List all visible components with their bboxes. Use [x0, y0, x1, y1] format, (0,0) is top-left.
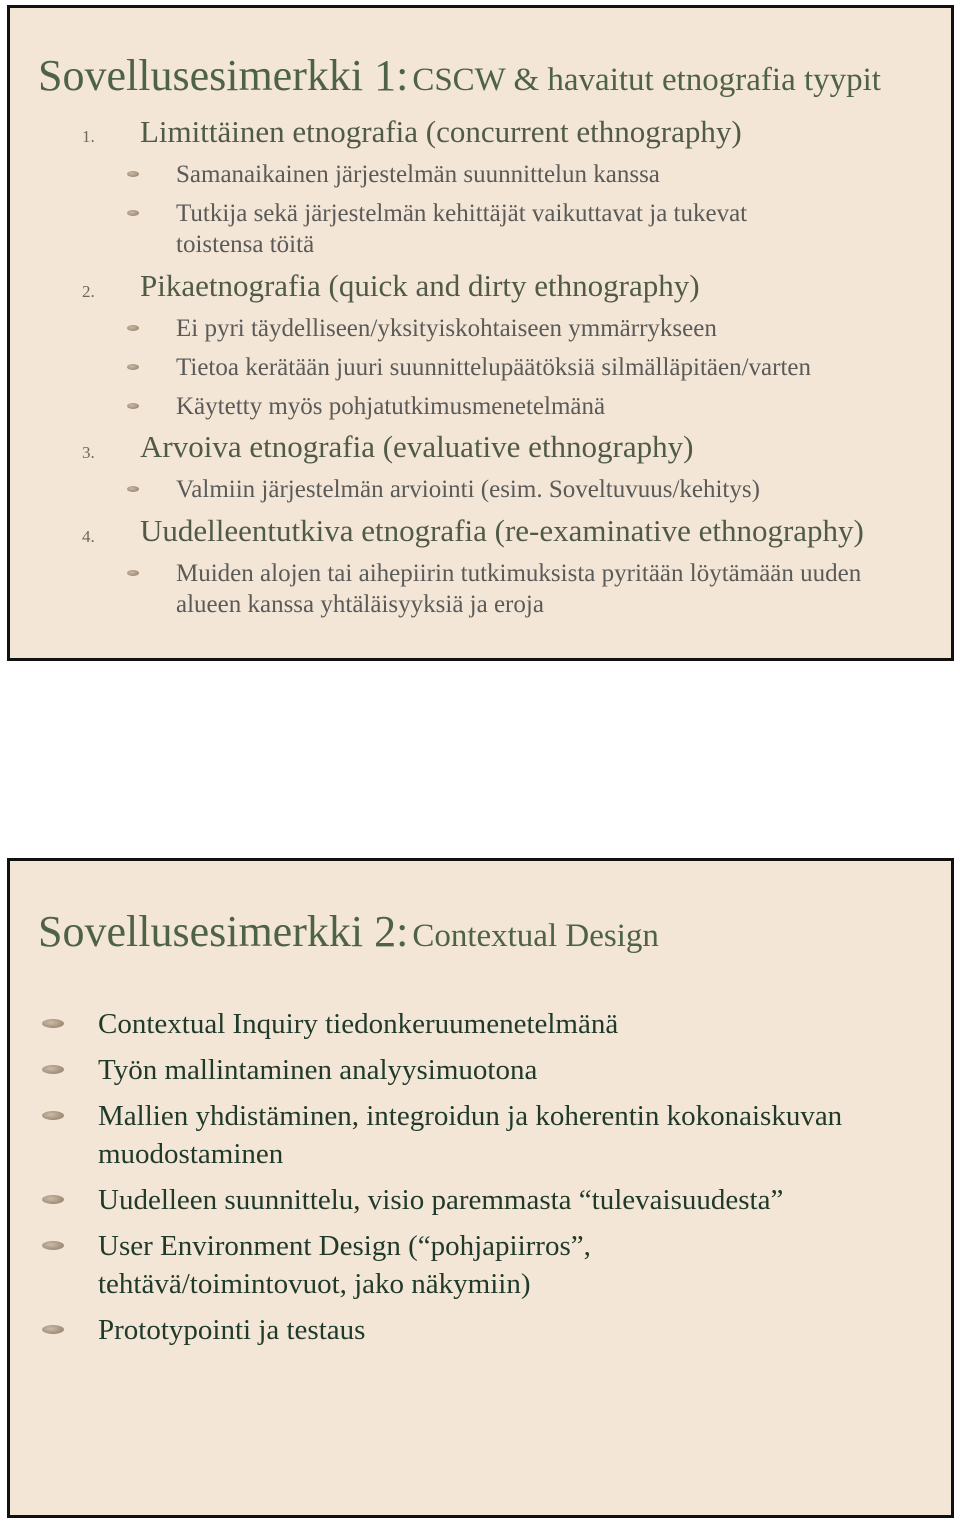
- item-subpoint: Samanaikainen järjestelmän suunnittelun kanssa: [176, 161, 660, 188]
- bullet-icon: [127, 486, 139, 492]
- bullet-icon: [42, 1195, 64, 1204]
- bullet-icon: [127, 364, 139, 370]
- bullet-icon: [127, 325, 139, 331]
- slide-2: [7, 858, 954, 1518]
- item-number: 1.: [82, 127, 95, 146]
- slide-2-title-main: Sovellusesimerkki 2:: [38, 907, 409, 956]
- slide-1-title: [38, 50, 881, 101]
- item-number: 3.: [82, 443, 95, 462]
- list-item: Työn mallintaminen analyysimuotona: [98, 1054, 538, 1086]
- slide-2-title-sub: Contextual Design: [412, 918, 659, 954]
- item-subpoint: Valmiin järjestelmän arviointi (esim. Soveltuvuus/kehitys): [176, 476, 760, 503]
- item-heading: Pikaetnografia (quick and dirty ethnography): [140, 268, 700, 303]
- item-subpoint: Tutkija sekä järjestelmän kehittäjät vaikuttavat ja tukevat toistensa töitä: [176, 200, 748, 258]
- list-item: User Environment Design (“pohjapiirros”, tehtävä/toimintovuot, jako näkymiin): [98, 1230, 591, 1300]
- item-number: 2.: [82, 282, 95, 301]
- bullet-icon: [42, 1111, 64, 1120]
- item-heading: Arvoiva etnografia (evaluative ethnography): [140, 429, 694, 464]
- list-item: Uudelleen suunnittelu, visio paremmasta “tulevaisuudesta”: [98, 1184, 784, 1216]
- item-heading: Uudelleentutkiva etnografia (re-examinative ethnography): [140, 513, 864, 548]
- slide-2-title: [38, 906, 659, 957]
- list-item: Prototypointi ja testaus: [98, 1314, 366, 1346]
- item-subpoint: Ei pyri täydelliseen/yksityiskohtaiseen ymmärrykseen: [176, 315, 717, 342]
- bullet-icon: [42, 1241, 64, 1250]
- item-subpoint: Muiden alojen tai aihepiirin tutkimuksista pyritään löytämään uuden alueen kanssa yhtäläisyyksiä ja eroja: [176, 560, 862, 618]
- list-item: Mallien yhdistäminen, integroidun ja koherentin kokonaiskuvan muodostaminen: [98, 1100, 843, 1170]
- bullet-icon: [42, 1065, 64, 1074]
- slide-1-title-main: Sovellusesimerkki 1:: [38, 51, 409, 100]
- bullet-icon: [127, 171, 139, 177]
- bullet-icon: [42, 1325, 64, 1334]
- bullet-icon: [127, 403, 139, 409]
- bullet-icon: [42, 1019, 64, 1028]
- item-number: 4.: [82, 527, 95, 546]
- item-subpoint: Tietoa kerätään juuri suunnittelupäätöksiä silmälläpitäen/varten: [176, 354, 812, 381]
- item-subpoint: Käytetty myös pohjatutkimusmenetelmänä: [176, 393, 606, 420]
- slide-1: [7, 5, 954, 661]
- bullet-icon: [127, 570, 139, 576]
- slide-1-title-sub: CSCW & havaitut etnografia tyypit: [412, 62, 881, 98]
- bullet-icon: [127, 210, 139, 216]
- item-heading: Limittäinen etnografia (concurrent ethnography): [140, 114, 742, 149]
- list-item: Contextual Inquiry tiedonkeruumenetelmänä: [98, 1008, 619, 1040]
